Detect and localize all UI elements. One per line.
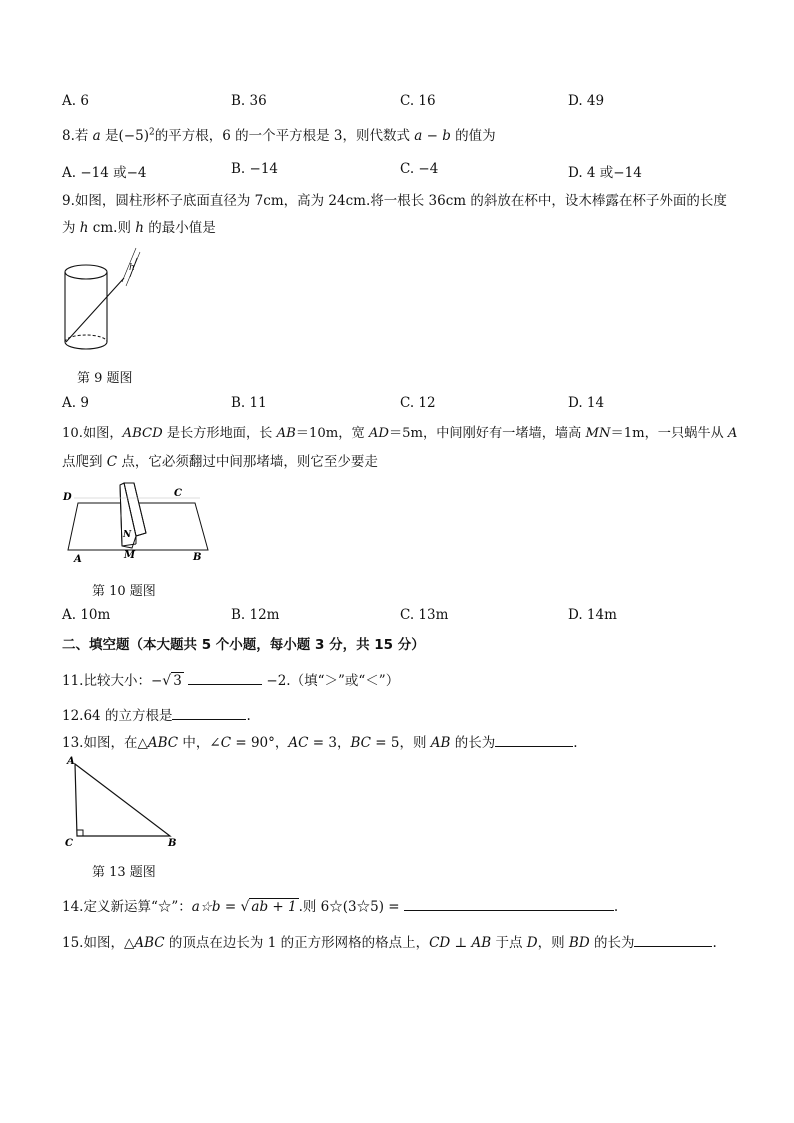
q14-text: .	[613, 899, 619, 915]
q10-text: 点爬到	[62, 454, 107, 470]
triangle-figure	[60, 752, 190, 852]
q10-text: 是长方形地面，长	[162, 426, 277, 441]
q15-var: AB	[471, 935, 492, 951]
q8-var-a: a	[92, 128, 101, 144]
q15-text: ⊥	[450, 935, 472, 951]
q14-text: .则 6☆(3☆5) =	[298, 899, 404, 915]
q14-radicand: ab + 1	[251, 899, 297, 915]
q8-text: 的值为	[450, 128, 496, 144]
q9-option-c: C. 12	[400, 395, 436, 411]
question-8	[62, 124, 496, 144]
q15-var: CD	[429, 935, 451, 951]
question-9-line2	[62, 216, 216, 236]
q13-text: = 5，则	[370, 735, 431, 751]
q10-var: AB	[276, 426, 296, 441]
q10-text: 点，它必须翻过中间那堵墙，则它至少要走	[117, 454, 378, 470]
q9-option-a: A. 9	[62, 395, 89, 411]
q14-text: 14.定义新运算“☆”：	[62, 899, 192, 915]
label-A: A	[74, 554, 82, 565]
q10-text: ＝10m，宽	[295, 426, 369, 441]
q9-var-h: h	[79, 220, 89, 236]
q14-answer-blank	[404, 898, 614, 911]
q13-text: .	[573, 735, 578, 751]
q10-var: MN	[585, 426, 611, 441]
q8-option-b: B. −14	[231, 161, 278, 177]
label-C: C	[65, 838, 73, 849]
question-10-line1	[62, 422, 737, 441]
q15-answer-blank	[634, 934, 712, 947]
option-d: D. 49	[568, 93, 605, 109]
q8-power: (−5)	[118, 128, 149, 144]
q9-option-d: D. 14	[568, 395, 605, 411]
label-h: h	[129, 263, 135, 273]
cylinder-figure	[60, 242, 160, 362]
label-C: C	[174, 488, 182, 499]
q13-text: = 90°，	[231, 735, 289, 751]
q13-var: BC	[350, 735, 371, 751]
wall-figure	[60, 478, 220, 568]
q10-option-a: A. 10m	[62, 607, 111, 623]
q10-text: 10.如图，	[62, 426, 123, 441]
label-B: B	[193, 552, 202, 563]
q14-expression: a☆b	[191, 899, 221, 915]
q15-text: 的顶点在边长为 1 的正方形网格的格点上，	[164, 935, 430, 951]
q13-text: 中，∠	[178, 735, 221, 751]
q15-text: ，则	[537, 935, 569, 951]
q10-var: AD	[368, 426, 389, 441]
option-a: A. 6	[62, 93, 89, 109]
q11-answer-blank	[188, 672, 262, 685]
q12-text: .	[246, 708, 251, 724]
q10-var: ABCD	[122, 426, 163, 441]
q10-text: ＝5m，中间刚好有一堵墙，墙高	[388, 426, 586, 441]
label-N: N	[123, 530, 132, 540]
q13-answer-blank	[495, 734, 573, 747]
question-15	[62, 931, 717, 951]
label-M: M	[124, 550, 136, 561]
question-11: 11.比较大小：−√ 3 −2.（填“＞”或“＜”）	[62, 673, 400, 689]
figure-13-caption: 第 13 题图	[92, 865, 156, 880]
q8-option-a: A. −14 或−4	[62, 165, 147, 181]
question-13	[62, 731, 578, 751]
q10-text: ＝1m，一只蜗牛从	[610, 426, 728, 441]
q12-answer-blank	[172, 707, 246, 720]
label-B: B	[168, 838, 177, 849]
option-b: B. 36	[231, 93, 267, 109]
q15-text: 于点	[491, 935, 527, 951]
figure-9-caption: 第 9 题图	[77, 371, 133, 386]
q8-text: 的平方根，6 的一个平方根是 3，则代数式	[154, 128, 415, 144]
q9-text: cm.则	[88, 220, 136, 236]
q15-var: D	[526, 935, 538, 951]
q10-option-c: C. 13m	[400, 607, 449, 623]
q13-var: C	[220, 735, 232, 751]
q11-text: −2.（填“＞”或“＜”）	[266, 673, 400, 689]
section-2-heading: 二、填空题（本大题共 5 个小题，每小题 3 分，共 15 分）	[62, 637, 425, 653]
q14-text: =	[220, 899, 241, 915]
q12-text: 12.64 的立方根是	[62, 708, 173, 724]
question-10-line2	[62, 450, 378, 470]
q15-text: 的长为	[589, 935, 635, 951]
q10-option-b: B. 12m	[231, 607, 280, 623]
q10-var: C	[106, 454, 118, 470]
question-12	[62, 704, 251, 724]
label-D: D	[63, 492, 72, 503]
q13-text: 13.如图，在△	[62, 735, 148, 751]
q9-option-b: B. 11	[231, 395, 267, 411]
q13-text: 的长为	[450, 735, 496, 751]
q8-text: 8.若	[62, 128, 93, 144]
q11-radicand: 3	[173, 673, 182, 689]
q13-var: ABC	[147, 735, 179, 751]
q10-option-d: D. 14m	[568, 607, 617, 623]
q15-text: 15.如图，△	[62, 935, 135, 951]
q9-text: 为	[62, 220, 80, 236]
figure-10-caption: 第 10 题图	[92, 584, 156, 599]
q8-option-c: C. −4	[400, 161, 439, 177]
label-A: A	[67, 756, 75, 767]
q8-text: 是	[100, 128, 119, 144]
q13-var: AB	[430, 735, 451, 751]
q15-text: .	[712, 935, 717, 951]
q15-var: ABC	[134, 935, 165, 951]
q8-option-d: D. 4 或−14	[568, 165, 642, 181]
q8-exponent: 2	[148, 127, 155, 138]
question-9-line1: 9.如图，圆柱形杯子底面直径为 7cm，高为 24cm.将一根长 36cm 的斜放在杯中，设木棒露在杯子外面的长度	[62, 193, 727, 209]
option-c: C. 16	[400, 93, 436, 109]
q9-var-h: h	[135, 220, 144, 236]
q10-var: A	[727, 426, 738, 441]
q11-text: 11.比较大小：−	[62, 673, 163, 689]
q9-text: 的最小值是	[143, 220, 216, 236]
question-14: 14.定义新运算“☆”：a☆b = √ ab + 1 .则 6☆(3☆5) = .	[62, 899, 619, 915]
q13-text: = 3，	[308, 735, 351, 751]
q15-var: BD	[568, 935, 590, 951]
q8-expression: a − b	[414, 128, 451, 144]
q13-var: AC	[288, 735, 309, 751]
